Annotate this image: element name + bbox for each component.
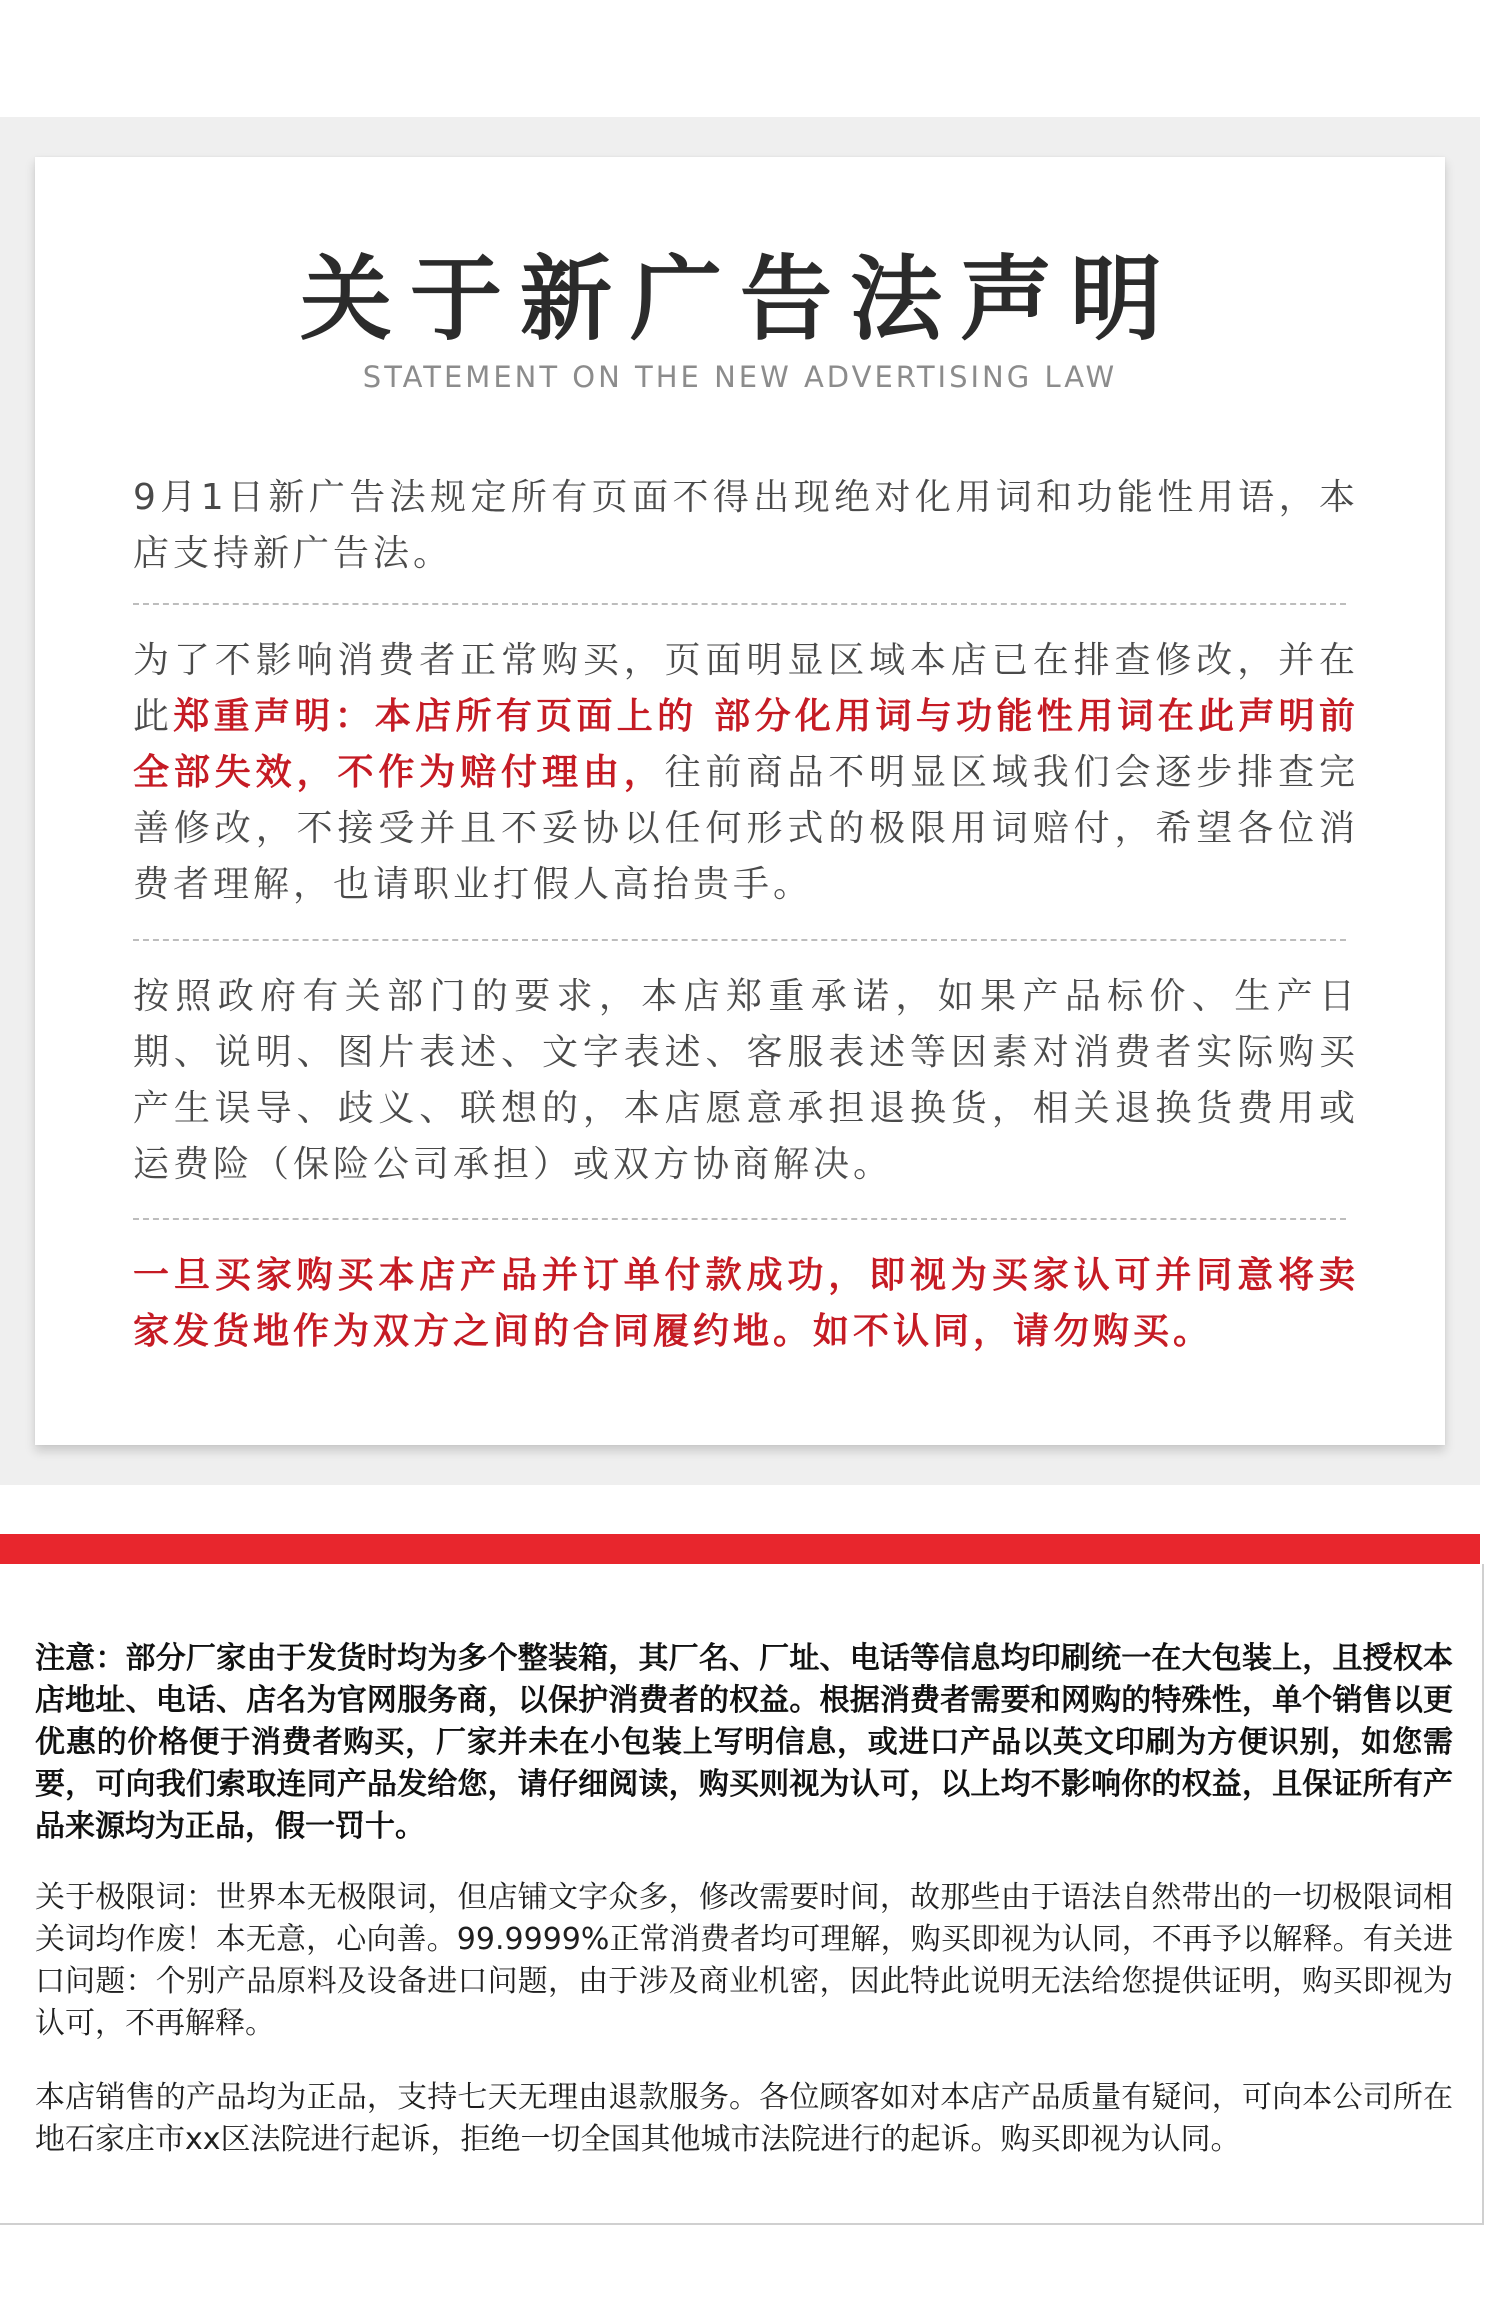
dashed-divider bbox=[133, 603, 1346, 605]
paragraph-2-text-start: 为了不影响消费者正常购买，页面明显区域本店已在排查修改，并在此 bbox=[133, 640, 1359, 737]
paragraph-2-text-end: 往前商品不明显区域我们会逐步排查完善修改，不接受并且不妥协以任何形式的极限用词赔付，希望各位消费者理解，也请职业打假人高抬贵手。 bbox=[133, 752, 1359, 905]
statement-paragraph-3: 按照政府有关部门的要求，本店郑重承诺，如果产品标价、生产日期、说明、图片表述、文字表述、客服表述等因素对消费者实际购买产生误导、歧义、联想的，本店愿意承担退换货，相关退换货费用或运费险（保险公司承担）或双方协商解决。 bbox=[133, 976, 1359, 1185]
statement-paragraph-4: 一旦买家购买本店产品并订单付款成功，即视为买家认可并同意将卖家发货地作为双方之间的合同履约地。如不认同，请勿购买。 bbox=[133, 1255, 1359, 1352]
dashed-divider bbox=[133, 1218, 1346, 1220]
statement-paragraph-2 bbox=[133, 633, 1359, 913]
notice-paragraph-1: 注意：部分厂家由于发货时均为多个整装箱，其厂名、厂址、电话等信息均印刷统一在大包装上，且授权本店地址、电话、店名为官网服务商，以保护消费者的权益。根据消费者需要和网购的特殊性，单个销售以更优惠的价格便于消费者购买，厂家并未在小包装上写明信息，或进口产品以英文印刷为方便识别，如您需要，可向我们索取连同产品发给您，请仔细阅读，购买则视为认可，以上均不影响你的权益，且保证所有产品来源均为正品，假一罚十。 bbox=[35, 1641, 1453, 1844]
statement-paragraph-1: 9月1日新广告法规定所有页面不得出现绝对化用词和功能性用语，本店支持新广告法。 bbox=[133, 477, 1359, 574]
dashed-divider bbox=[133, 939, 1346, 941]
paragraph-2-emphasis: 郑重声明：本店所有页面上的 部分化用词与功能性用词在此声明前全部失效，不作为赔付理由， bbox=[133, 696, 1359, 793]
statement-subtitle: STATEMENT ON THE NEW ADVERTISING LAW bbox=[362, 360, 1118, 394]
notice-box bbox=[0, 1564, 1484, 2225]
notice-paragraph-2: 关于极限词：世界本无极限词，但店铺文字众多，修改需要时间，故那些由于语法自然带出的一切极限词相关词均作废！本无意，心向善。99.9999%正常消费者均可理解，购买即视为认同，不再予以解释。有关进口问题：个别产品原料及设备进口问题，由于涉及商业机密，因此特此说明无法给您提供证明，购买即视为认可，不再解释。 bbox=[35, 1880, 1453, 2041]
statement-card bbox=[35, 157, 1445, 1445]
red-divider-bar bbox=[0, 1534, 1480, 1564]
statement-title: 关于新广告法声明 bbox=[299, 246, 1180, 353]
notice-paragraph-3: 本店销售的产品均为正品，支持七天无理由退款服务。各位顾客如对本店产品质量有疑问，可向本公司所在地石家庄市xx区法院进行起诉，拒绝一切全国其他城市法院进行的起诉。购买即视为认同。 bbox=[35, 2080, 1453, 2157]
